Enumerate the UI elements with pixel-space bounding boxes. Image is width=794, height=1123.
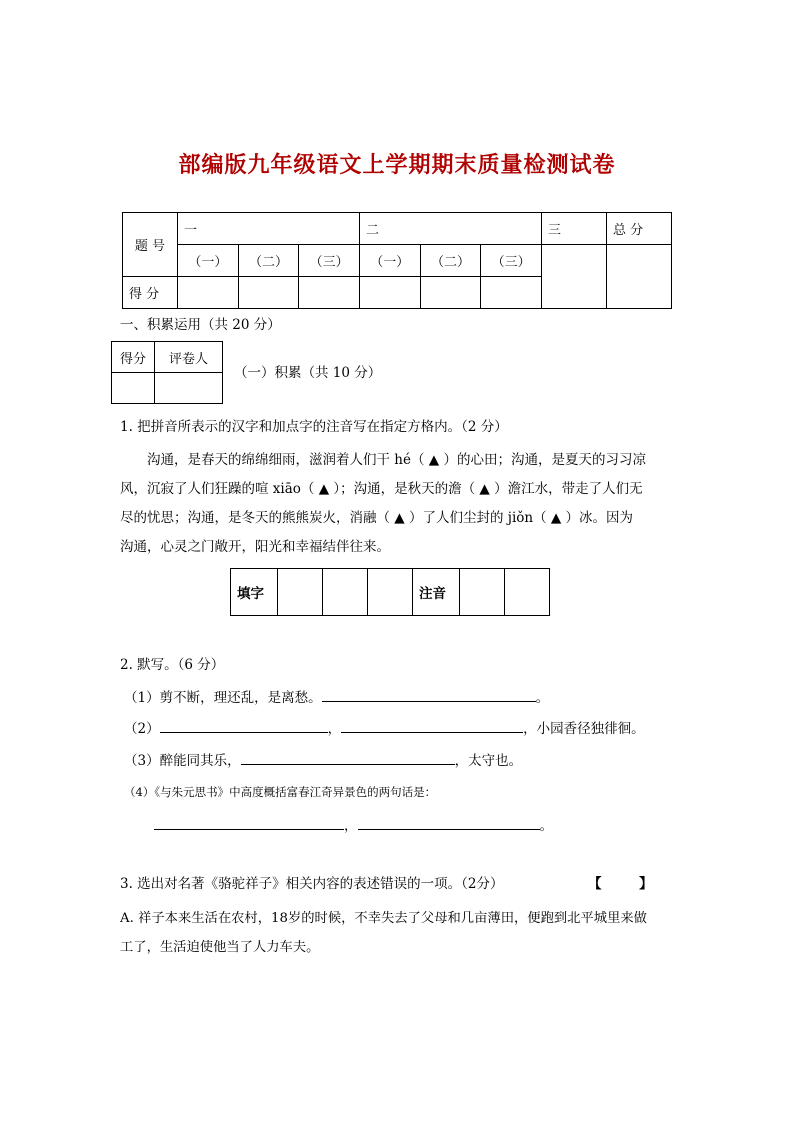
grader-name-label: 评卷人: [155, 342, 223, 373]
option-a: [120, 904, 685, 962]
score-cell: [420, 277, 481, 309]
sub-header: （一）: [359, 245, 420, 277]
item-number: （3）: [124, 753, 160, 769]
item-text: 《与朱元思书》中高度概括富春江奇异景色的两句话是：: [154, 785, 437, 799]
passage-line: 沟通，是春天的绵绵细雨，滋润着人们干 hé（ ▲ ）的心田；沟通，是夏天的习习凉: [147, 452, 646, 468]
answer-cell[interactable]: [323, 569, 368, 616]
score-cell: [607, 245, 672, 309]
answer-cell[interactable]: [278, 569, 323, 616]
question-2-prompt: 2. 默写。（6 分）: [120, 657, 225, 673]
item-end: ，小园香径独徘徊。: [523, 721, 645, 737]
fill-label: 填字: [231, 569, 278, 616]
question-3-prompt: 3. 选出对名著《骆驼祥子》相关内容的表述错误的一项。（2分）: [120, 876, 504, 892]
sub-header: （二）: [420, 245, 481, 277]
answer-bracket[interactable]: 【 】: [588, 876, 653, 892]
item-number: （1）: [124, 690, 160, 706]
item-text: 剪不断，理还乱，是离愁。: [159, 690, 322, 706]
score-cell: [178, 277, 239, 309]
page-title: 部编版九年级语文上学期期末质量检测试卷: [178, 153, 616, 178]
dictation-item-3: [124, 747, 522, 776]
grader-name-cell: [155, 373, 223, 404]
item-end: 。: [539, 818, 553, 834]
part-3-header: 三: [542, 213, 607, 245]
item-end: ，太守也。: [454, 753, 523, 769]
option-a-line: 工了，生活迫使他当了人力车夫。: [120, 940, 320, 955]
answer-cell[interactable]: [368, 569, 413, 616]
dictation-item-2: [124, 715, 645, 744]
row-label-score: 得 分: [123, 277, 178, 309]
dictation-item-4: [124, 778, 436, 807]
pinyin-label: 注音: [413, 569, 460, 616]
dictation-item-4-blanks: [154, 812, 553, 841]
item-comma: ，: [344, 818, 358, 834]
answer-blank[interactable]: [154, 815, 344, 830]
part-2-header: 二: [359, 213, 541, 245]
row-label-number: 题 号: [123, 213, 178, 277]
section-heading: 一、积累运用（共 20 分）: [120, 317, 281, 333]
item-text: 醉能同其乐，: [159, 753, 241, 769]
answer-blank[interactable]: [241, 750, 455, 765]
answer-grid: [230, 568, 550, 616]
grader-box: [111, 341, 223, 404]
grader-score-cell: [112, 373, 155, 404]
grader-score-label: 得分: [112, 342, 155, 373]
passage-line: 风，沉寂了人们狂躁的喧 xiāo（ ▲ ）；沟通，是秋天的澹（ ▲ ）澹江水，带走了人们无: [120, 481, 643, 497]
sub-header: （三）: [299, 245, 360, 277]
answer-blank[interactable]: [160, 718, 328, 733]
answer-blank[interactable]: [322, 687, 536, 702]
answer-cell[interactable]: [460, 569, 505, 616]
score-table: [122, 212, 672, 309]
part-1-header: 一: [178, 213, 360, 245]
passage-line: 尽的忧思；沟通，是冬天的熊熊炭火，消融（ ▲ ）了人们尘封的 jiǒn（ ▲ ）冰。因为: [120, 510, 634, 526]
score-cell: [542, 245, 607, 309]
score-cell: [238, 277, 299, 309]
item-number: （2）: [124, 721, 160, 737]
item-comma: ，: [327, 721, 342, 737]
question-1-prompt: 1. 把拼音所表示的汉字和加点字的注音写在指定方格内。（2 分）: [120, 419, 508, 435]
item-end: 。: [535, 690, 550, 706]
score-cell: [359, 277, 420, 309]
answer-blank[interactable]: [341, 718, 523, 733]
score-cell: [481, 277, 542, 309]
passage-line: 沟通，心灵之门敞开，阳光和幸福结伴往来。: [120, 539, 390, 555]
answer-cell[interactable]: [505, 569, 550, 616]
question-1-passage: [120, 446, 680, 562]
answer-blank[interactable]: [358, 815, 540, 830]
score-cell: [299, 277, 360, 309]
sub-header: （二）: [238, 245, 299, 277]
item-number: （4）: [124, 785, 155, 799]
sub-header: （三）: [481, 245, 542, 277]
option-a-line: A. 祥子本来生活在农村，18岁的时候，不幸失去了父母和几亩薄田，便跑到北平城里来做: [120, 911, 647, 926]
total-header: 总 分: [607, 213, 672, 245]
sub-header: （一）: [178, 245, 239, 277]
subsection-heading: （一）积累（共 10 分）: [234, 365, 382, 381]
dictation-item-1: [124, 684, 549, 713]
